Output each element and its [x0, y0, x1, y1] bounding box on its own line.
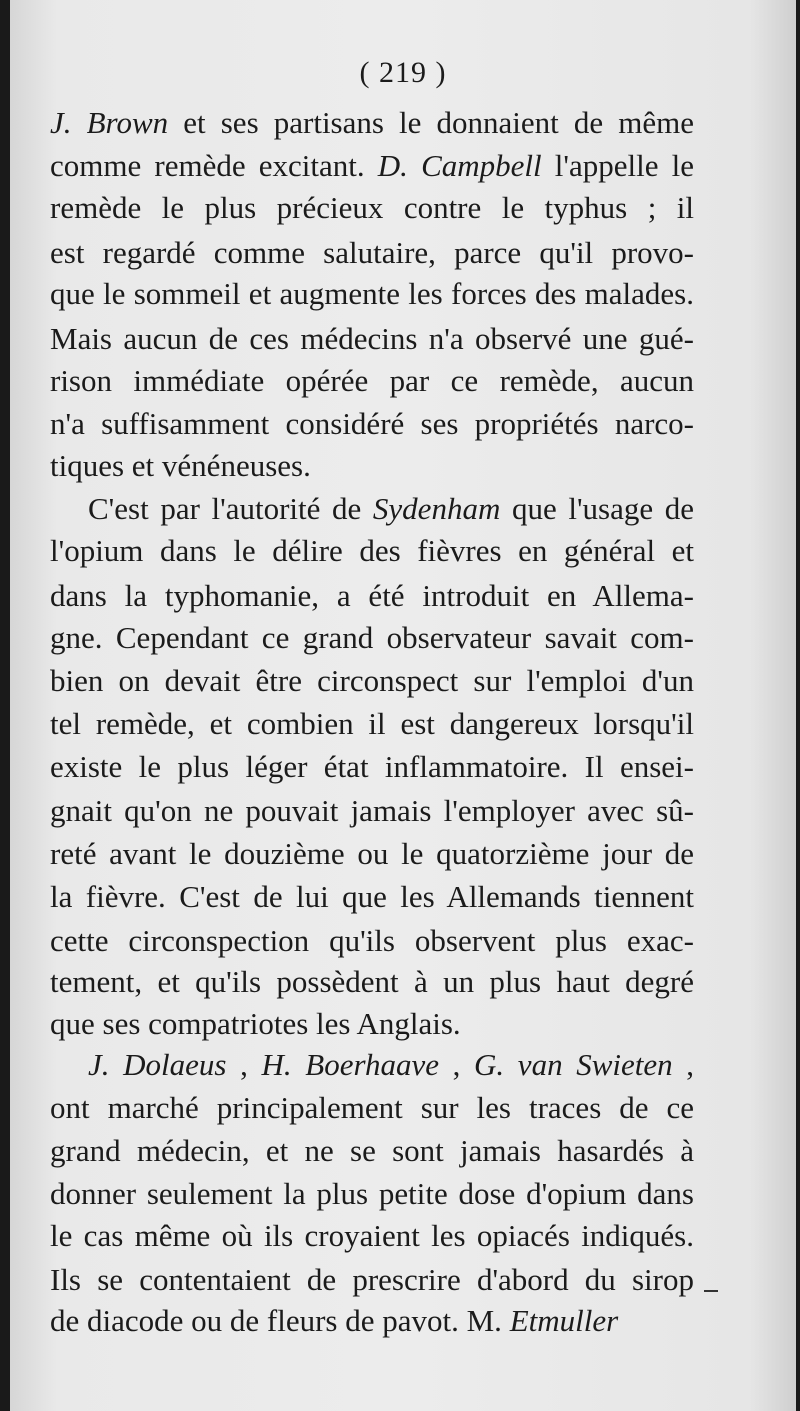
margin-mark	[704, 1290, 718, 1292]
italic-name: J. Brown	[50, 105, 169, 140]
text-line	[50, 102, 694, 144]
text-line	[50, 403, 694, 445]
text-run: que le sommeil et augmente les forces des malades.	[50, 276, 694, 311]
text-line	[50, 360, 694, 402]
book-page	[10, 0, 796, 1411]
text-run: bien on devait être circonspect sur l'emploi d'un	[50, 663, 694, 698]
text-line	[50, 145, 694, 187]
text-run: C'est par l'autorité de	[88, 491, 373, 526]
text-run: n'a suffisamment considéré ses propriétés narco-	[50, 406, 694, 441]
text-line	[50, 876, 694, 918]
text-run: donner seulement la plus petite dose d'opium dans	[50, 1176, 694, 1211]
text-run: cette circonspection qu'ils observent plus exac-	[50, 923, 694, 958]
text-line	[50, 575, 694, 617]
text-run: comme remède excitant.	[50, 148, 378, 183]
italic-name: Etmuller	[509, 1303, 619, 1338]
text-line	[50, 660, 694, 702]
italic-name: G. van Swieten	[474, 1047, 673, 1082]
text-run: Ils se contentaient de prescrire d'abord du sirop	[50, 1262, 694, 1297]
text-line	[88, 1044, 694, 1086]
text-run: tement, et qu'ils possèdent à un plus haut degré	[50, 964, 694, 999]
text-line	[50, 273, 694, 315]
italic-name: J. Dolaeus	[88, 1047, 227, 1082]
italic-name: D. Campbell	[377, 148, 542, 183]
text-run: que ses compatriotes les Anglais.	[50, 1006, 461, 1041]
italic-name: H. Boerhaave	[261, 1047, 439, 1082]
text-run: est regardé comme salutaire, parce qu'il provo-	[50, 235, 694, 270]
page-number: ( 219 )	[359, 56, 447, 89]
text-run: Mais aucun de ces médecins n'a observé une gué-	[50, 321, 694, 356]
text-run: l'appelle le	[541, 148, 695, 183]
text-run: tel remède, et combien il est dangereux lorsqu'il	[50, 706, 694, 741]
text-line	[50, 790, 694, 832]
italic-name: Sydenham	[372, 491, 501, 526]
text-run: existe le plus léger état inflammatoire. Il ensei-	[50, 749, 694, 784]
text-run: remède le plus précieux contre le typhus ; il	[50, 190, 694, 225]
text-run: ont marché principalement sur les traces de ce	[50, 1090, 694, 1125]
text-run: reté avant le douzième ou le quatorzième jour de	[50, 836, 694, 871]
text-line	[50, 617, 694, 659]
text-run: la fièvre. C'est de lui que les Allemands tiennent	[50, 879, 694, 914]
text-line	[50, 1130, 694, 1172]
text-line	[50, 746, 694, 788]
text-run: que l'usage de	[500, 491, 694, 526]
text-run: de diacode ou de fleurs de pavot. M.	[50, 1303, 510, 1338]
text-run: rison immédiate opérée par ce remède, aucun	[50, 363, 694, 398]
text-line	[50, 445, 694, 487]
text-run: ,	[672, 1047, 695, 1082]
text-line	[50, 961, 694, 1003]
text-line	[50, 318, 694, 360]
text-run: ,	[439, 1047, 475, 1082]
text-run: le cas même où ils croyaient les opiacés indiqués.	[50, 1218, 694, 1253]
text-line	[50, 1003, 694, 1045]
text-line	[50, 920, 694, 962]
text-line	[50, 833, 694, 875]
text-line	[50, 530, 694, 572]
text-line	[50, 1173, 694, 1215]
text-run: grand médecin, et ne se sont jamais hasardés à	[50, 1133, 694, 1168]
text-line	[50, 187, 694, 229]
text-run: ,	[226, 1047, 262, 1082]
text-line	[88, 488, 694, 530]
text-line	[50, 1300, 694, 1342]
text-run: dans la typhomanie, a été introduit en Allema-	[50, 578, 694, 613]
text-run: gnait qu'on ne pouvait jamais l'employer avec sû-	[50, 793, 694, 828]
text-line	[50, 1215, 694, 1257]
text-run: l'opium dans le délire des fièvres en général et	[50, 533, 694, 568]
text-run: tiques et vénéneuses.	[50, 448, 311, 483]
text-line	[50, 1259, 694, 1301]
text-run: gne. Cependant ce grand observateur savait com-	[50, 620, 694, 655]
text-line	[50, 703, 694, 745]
text-line	[50, 232, 694, 274]
text-run: et ses partisans le donnaient de même	[168, 105, 694, 140]
text-line	[50, 1087, 694, 1129]
